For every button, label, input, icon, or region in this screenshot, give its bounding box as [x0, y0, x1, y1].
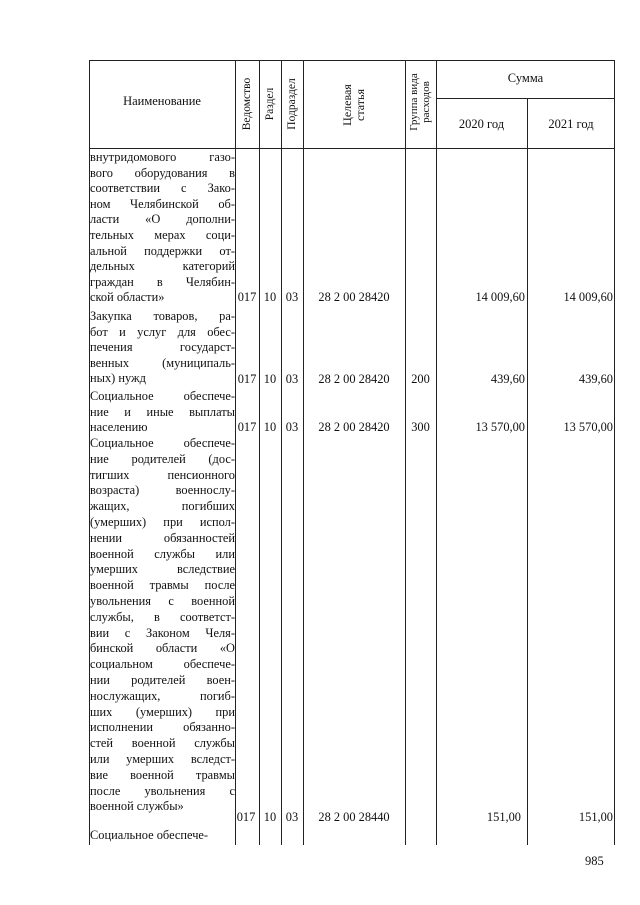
row-3-group: 300: [411, 420, 430, 434]
row-2-sum-2020: 439,60: [490, 372, 525, 386]
row-1-article: 28 2 00 28420: [318, 290, 390, 304]
grid-line: [527, 98, 528, 845]
row-3-sum-2020: 13 570,00: [475, 420, 525, 434]
row-1-sum-2021: 14 009,60: [563, 290, 613, 304]
grid-line: [235, 60, 236, 845]
row-2-subsection: 03: [285, 372, 299, 386]
row-4-subsection: 03: [285, 810, 299, 824]
row-4-sum-2021: 151,00: [578, 810, 613, 824]
row-1-name: внутридомового газо- вого оборудования в соответствии с Зако- ном Челябинской об- ласти «О дополни- тельных мерах соци- альной поддержки от- дельных категорий граждан в Челябин- ской области»: [90, 150, 235, 305]
header-sum: Сумма: [507, 71, 544, 85]
row-2-section: 10: [263, 372, 277, 386]
header-department: Ведомство: [241, 77, 253, 131]
row-5-name: Социальное обеспече-: [90, 828, 209, 842]
row-2-group: 200: [411, 372, 430, 386]
row-1-subsection: 03: [285, 290, 299, 304]
header-expense-group: Группа вида расходов: [408, 73, 432, 131]
row-3-subsection: 03: [285, 420, 299, 434]
grid-line: [405, 60, 406, 845]
row-4-section: 10: [263, 810, 277, 824]
grid-line: [303, 60, 304, 845]
row-2-sum-2021: 439,60: [578, 372, 613, 386]
header-target-article: Целевая статья: [340, 84, 367, 126]
grid-line: [614, 60, 615, 845]
grid-line: [281, 60, 282, 845]
row-3-sum-2021: 13 570,00: [563, 420, 613, 434]
row-4-dept: 017: [236, 810, 256, 824]
grid-line: [436, 98, 615, 99]
header-name: Наименование: [123, 94, 201, 108]
header-year-2020: 2020 год: [458, 117, 505, 131]
row-1-dept: 017: [237, 290, 257, 304]
row-1-sum-2020: 14 009,60: [475, 290, 525, 304]
row-1-section: 10: [263, 290, 277, 304]
row-3-article: 28 2 00 28420: [318, 420, 390, 434]
row-4-article: 28 2 00 28440: [318, 810, 390, 824]
header-section: Раздел: [264, 87, 276, 121]
row-2-dept: 017: [237, 372, 257, 386]
grid-line: [436, 60, 437, 845]
row-3-name: Социальное обеспече- ние и иные выплаты населению: [90, 389, 235, 435]
header-subsection: Подраздел: [286, 78, 298, 130]
row-4-name: Социальное обеспече- ние родителей (дос- тигших пенсионного возраста) военнослу- жащих, погибших (умерших) при испол- нении обязанностей военной службы или умерших вследствие военной травмы после увольнения с военной службы, в соответст- вии с Законом Челя- бинской области «О социальном обеспече- нии родителей воен- нослужащих, погиб- ших (умерших) при исполнении обязанно- стей военной службы или умерших вследст- вие военной травмы после увольнения с военной службы»: [90, 436, 235, 814]
row-2-name: Закупка товаров, ра- бот и услуг для обес- печения государст- венных (муниципаль- ных) нужд: [90, 309, 235, 386]
page-number: 985: [585, 854, 604, 868]
row-4-sum-2020: 151,00: [486, 810, 521, 824]
grid-line: [259, 60, 260, 845]
row-3-section: 10: [263, 420, 277, 434]
header-year-2021: 2021 год: [548, 117, 594, 131]
row-3-dept: 017: [237, 420, 257, 434]
row-2-article: 28 2 00 28420: [318, 372, 390, 386]
